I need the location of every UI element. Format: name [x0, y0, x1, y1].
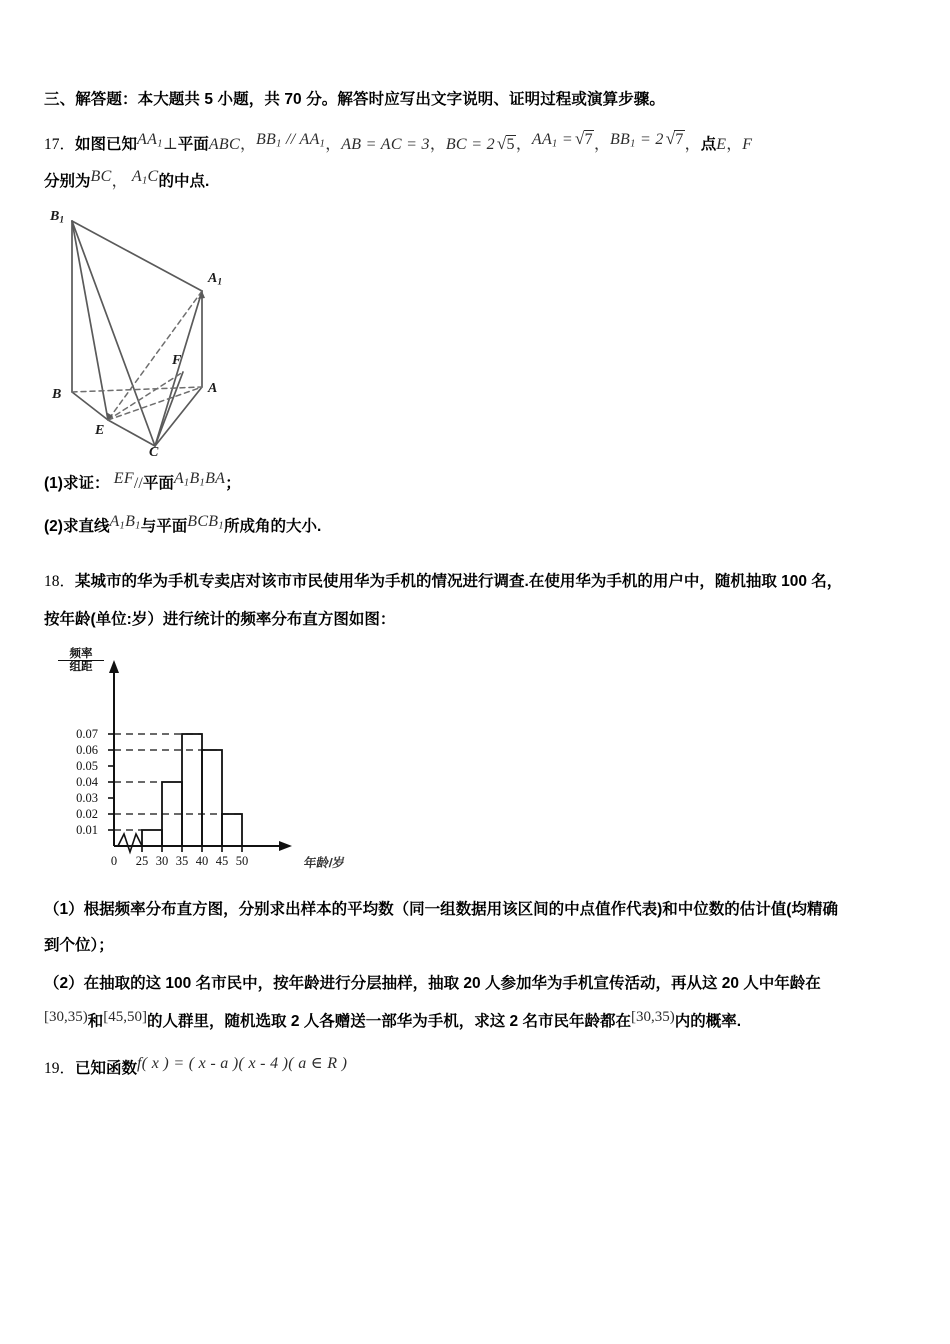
question-17-part-2 — [44, 505, 916, 550]
x-tick-label-45: 45 — [215, 853, 229, 868]
stem-line2-lead: 分别为 — [44, 172, 91, 190]
question-17-stem: 17．如图已知$AA_1\perp$平面ABC，$BB_1 // AA_1$，AB = AC = 3，BC = 2 √5，$AA_1 = √7$，$BB_1 = 2$ √7，点E，F — [44, 129, 753, 154]
part1-ef: EF — [113, 470, 134, 488]
bar-40-45 — [202, 750, 222, 846]
question-18-text-1: 某城市的华为手机专卖店对该市市民使用华为手机的情况进行调查.在使用华为手机的用户中，随机抽取 100 名， — [75, 573, 843, 591]
part1-semicolon: ； — [225, 475, 241, 493]
edge-e-f-hidden — [108, 372, 183, 420]
interval-30-35-a: [30,35) — [44, 1008, 88, 1025]
cond-1-plane-abc: ABC — [208, 136, 240, 154]
figure-label-a: A — [208, 381, 218, 397]
figure-label-b1: B1 — [50, 209, 65, 226]
interval-45-50: [45,50] — [103, 1008, 148, 1025]
part2-line-a1b1: $A_1B_1$ — [109, 512, 141, 531]
cond-aa1-len: $AA_1 = √7$ — [531, 129, 593, 150]
figure-label-c: C — [149, 445, 159, 461]
x-tick-label-50: 50 — [235, 853, 249, 868]
y-tick-label-0.05: 0.05 — [76, 758, 98, 773]
part1-label: (1)求证： — [44, 475, 110, 493]
question-18-line1 — [44, 563, 916, 600]
figure-label-f: F — [172, 353, 182, 369]
q18-part2-text-mid: 的人群里，随机选取 2 人各赠送一部华为手机，求这 2 名市民年龄都在 — [147, 1012, 631, 1030]
prism-diagram-svg — [50, 209, 350, 459]
x-tick-label-35: 35 — [175, 853, 189, 868]
frequency-histogram — [52, 646, 392, 886]
edge-b-e — [72, 392, 108, 420]
point-f-label: F — [742, 136, 753, 154]
y-tick-label-0.04: 0.04 — [76, 774, 98, 789]
part2-label: (2)求直线 — [44, 517, 110, 535]
q19-lead-text: 已知函数 — [75, 1060, 138, 1078]
x-tick-label-0: 0 — [110, 853, 118, 868]
edge-c-f — [155, 372, 183, 446]
figure-label-b: B — [52, 387, 62, 403]
cond-aa1: $AA_1$ — [137, 131, 163, 150]
histogram-axes — [114, 668, 284, 846]
interval-30-35-b: [30,35) — [630, 1008, 675, 1025]
y-tick-label-0.06: 0.06 — [76, 742, 98, 757]
perp-icon: ⊥ — [162, 136, 178, 154]
page-content — [44, 88, 916, 1090]
edge-b1-a1 — [72, 221, 202, 291]
q18-part2-conj-and: 和 — [87, 1012, 104, 1030]
section-heading: 三、解答题：本大题共 5 小题，共 70 分。解答时应写出文字说明、证明过程或演算步骤。 — [44, 91, 665, 108]
question-18-part-1-line-2 — [44, 927, 916, 964]
part2-plane-bcb1: $BCB_1$ — [187, 512, 224, 531]
histogram-y-axis-label — [58, 648, 104, 673]
axis-break-zigzag-icon — [118, 834, 142, 852]
question-17-number: 17． — [44, 136, 76, 154]
part1-parallel-icon: // — [133, 475, 143, 493]
part1-plane-obj: $A_1B_1BA$ — [173, 470, 226, 489]
q18-part1-text: （1）根据频率分布直方图，分别求出样本的平均数（同一组数据用该区间的中点值作代表)和中位数的估计值(均精确 — [44, 900, 838, 918]
edge-b-a-hidden — [72, 387, 202, 392]
point-e-label: E — [716, 136, 727, 154]
q19-function-f: f — [137, 1055, 142, 1073]
q18-part2-text: （2）在抽取的这 100 名市民中，按年龄进行分层抽样，抽取 20 人参加华为手机宣传活动，再从这 20 人中年龄在 — [44, 974, 821, 992]
histogram-x-axis-label: 年龄/岁 — [303, 855, 346, 870]
points-lead: 点 — [700, 136, 717, 154]
cond-1-plane-word: 平面 — [177, 136, 209, 154]
part2-tail-text: 所成角的大小. — [223, 517, 322, 535]
figure-label-a1: A1 — [208, 271, 223, 288]
histogram-bars — [142, 734, 242, 846]
q18-part1-text-cont: 到个位）； — [44, 937, 114, 955]
edge-e-c — [108, 420, 155, 446]
edge-b1-c — [72, 221, 155, 446]
y-tick-label-0.03: 0.03 — [76, 790, 98, 805]
cond-bb1-len: $BB_1 = 2$ √7 — [609, 129, 684, 150]
cond-ab-ac: AB = AC = 3 — [341, 136, 430, 154]
question-17-stem-line2: 分别为BC， $A_1C$的中点. — [44, 167, 210, 190]
cond-bb1-parallel: $BB_1 // AA_1$ — [255, 131, 326, 150]
part1-plane-word: 平面 — [142, 475, 174, 493]
question-19-line — [44, 1048, 916, 1090]
y-tick-label-0.07: 0.07 — [76, 726, 98, 741]
y-label-numerator: 频率 — [69, 647, 93, 660]
question-18-part-1-line-1 — [44, 892, 916, 928]
part2-mid-text: 与平面 — [140, 517, 188, 535]
midpoint-bc: BC — [90, 167, 112, 185]
x-tick-label-40: 40 — [195, 853, 209, 868]
y-label-denominator: 组距 — [58, 660, 104, 673]
question-17-stem-lead: 如图已知 — [75, 136, 138, 154]
x-tick-label-30: 30 — [155, 853, 169, 868]
geometry-figure — [50, 209, 350, 459]
stem-line2-tail: 的中点. — [158, 172, 210, 190]
bar-25-30 — [142, 830, 162, 846]
x-axis-arrow-icon — [279, 841, 292, 851]
question-18-number: 18． — [44, 573, 76, 591]
y-tick-label-0.02: 0.02 — [76, 806, 98, 821]
bar-45-50 — [222, 814, 242, 846]
q18-part2-text-tail: 内的概率. — [674, 1012, 742, 1030]
question-18-line2 — [44, 601, 916, 638]
histogram-svg — [52, 646, 392, 886]
y-tick-label-0.01: 0.01 — [76, 822, 98, 837]
question-18-text-2: 按年龄(单位:岁）进行统计的频率分布直方图如图： — [44, 610, 396, 628]
q19-function-expression: ( x ) = ( x - a )( x - 4 )( a ∈ R ) — [141, 1055, 348, 1073]
question-18-part-2-line-1 — [44, 965, 916, 1002]
x-tick-label-25: 25 — [135, 853, 149, 868]
cond-bc: BC = 2 √5 — [445, 134, 515, 154]
question-18-part-2-line-2 — [44, 1002, 916, 1042]
question-19-number: 19． — [44, 1060, 76, 1078]
y-axis-arrow-icon — [109, 660, 119, 673]
figure-label-e: E — [95, 423, 105, 439]
midpoint-a1c: $A_1C$ — [131, 167, 159, 186]
question-17-part-1 — [44, 463, 916, 505]
bar-35-40 — [182, 734, 202, 846]
